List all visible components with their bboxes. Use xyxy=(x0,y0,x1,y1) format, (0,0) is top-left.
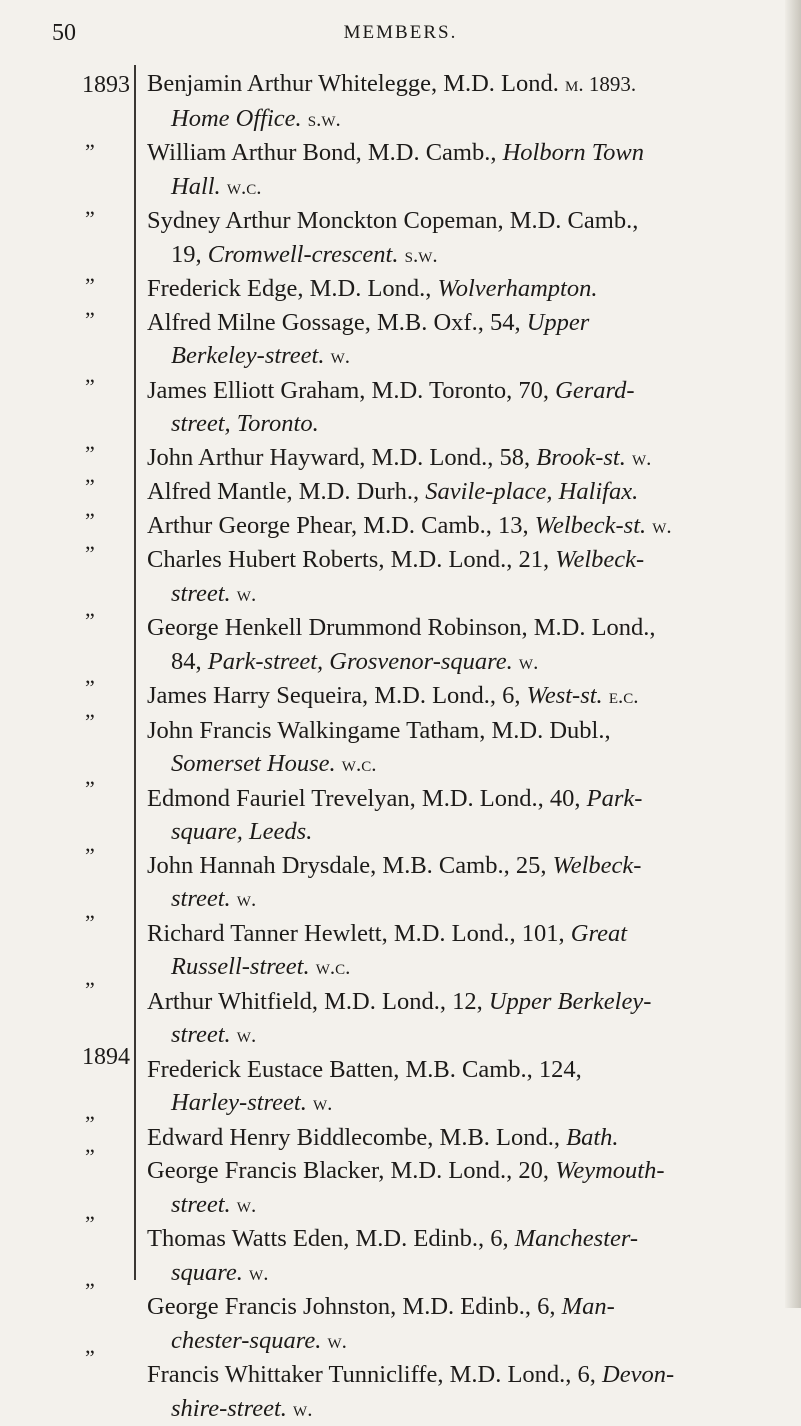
member-entry xyxy=(147,849,769,917)
member-entry xyxy=(147,1222,769,1290)
member-entry xyxy=(147,509,769,544)
member-name-line: James Harry Sequeira, M.D. Lond., 6, West-st. e.c. xyxy=(147,679,769,714)
member-entry xyxy=(147,782,769,849)
member-name-line: Sydney Arthur Monckton Copeman, M.D. Camb., xyxy=(147,204,769,238)
member-name-line: Edmond Fauriel Trevelyan, M.D. Lond., 40, Park- xyxy=(147,782,769,816)
member-name-line: George Francis Blacker, M.D. Lond., 20, Weymouth- xyxy=(147,1154,769,1188)
member-entry xyxy=(147,475,769,509)
member-address-line: street. w. xyxy=(147,882,769,917)
member-address-line: Home Office. s.w. xyxy=(147,102,769,137)
member-name-line: Richard Tanner Hewlett, M.D. Lond., 101, Great xyxy=(147,917,769,951)
member-entry xyxy=(147,204,769,272)
member-address-line: 84, Park-street, Grosvenor-square. w. xyxy=(147,645,769,680)
member-name-line: James Elliott Graham, M.D. Toronto, 70, Gerard- xyxy=(147,374,769,408)
member-entry xyxy=(147,136,769,204)
member-entry xyxy=(147,679,769,714)
member-entry xyxy=(147,1358,769,1426)
election-year: 1894 xyxy=(0,1044,130,1071)
member-name-line: Edward Henry Biddlecombe, M.B. Lond., Bath. xyxy=(147,1121,769,1155)
member-address-line: chester-square. w. xyxy=(147,1324,769,1359)
ditto-mark: ” xyxy=(0,508,130,534)
ditto-mark: ” xyxy=(0,675,130,701)
ditto-mark: ” xyxy=(0,709,130,735)
member-entry xyxy=(147,543,769,611)
member-entry xyxy=(147,985,769,1053)
ditto-mark: ” xyxy=(0,441,130,467)
ditto-mark: ” xyxy=(0,608,130,634)
ditto-mark: ” xyxy=(0,139,130,165)
member-address-line: street. w. xyxy=(147,1018,769,1053)
member-name-line: George Francis Johnston, M.D. Edinb., 6, Man- xyxy=(147,1290,769,1324)
ditto-mark: ” xyxy=(0,206,130,232)
ditto-mark: ” xyxy=(0,541,130,567)
member-name-line: William Arthur Bond, M.D. Camb., Holborn Town xyxy=(147,136,769,170)
member-entry xyxy=(147,714,769,782)
member-name-line: Frederick Edge, M.D. Lond., Wolverhampton. xyxy=(147,272,769,306)
ditto-mark: ” xyxy=(0,910,130,936)
member-entry xyxy=(147,1053,769,1121)
election-year: 1893 xyxy=(0,72,130,99)
page-number: 50 xyxy=(52,20,76,47)
member-entry xyxy=(147,611,769,679)
member-entry xyxy=(147,374,769,441)
member-name-line: John Hannah Drysdale, M.B. Camb., 25, Welbeck- xyxy=(147,849,769,883)
ditto-mark: ” xyxy=(0,474,130,500)
member-address-line: square, Leeds. xyxy=(147,815,769,849)
member-entry xyxy=(147,1290,769,1358)
member-address-line: 19, Cromwell-crescent. s.w. xyxy=(147,238,769,273)
member-name-line: Alfred Mantle, M.D. Durh., Savile-place, Halifax. xyxy=(147,475,769,509)
ditto-mark: ” xyxy=(0,977,130,1003)
member-address-line: square. w. xyxy=(147,1256,769,1291)
ditto-mark: ” xyxy=(0,843,130,869)
member-name-line: Benjamin Arthur Whitelegge, M.D. Lond. m. 1893. xyxy=(147,67,769,102)
member-address-line: Harley-street. w. xyxy=(147,1086,769,1121)
page-edge-shadow xyxy=(785,0,801,1308)
ditto-mark: ” xyxy=(0,1111,130,1137)
member-entry xyxy=(147,441,769,476)
member-address-line: street. w. xyxy=(147,577,769,612)
year-column-rule xyxy=(134,65,136,1280)
member-address-line: street, Toronto. xyxy=(147,407,769,441)
member-address-line: Berkeley-street. w. xyxy=(147,339,769,374)
ditto-mark: ” xyxy=(0,273,130,299)
member-list xyxy=(147,67,769,1426)
member-name-line: Arthur Whitfield, M.D. Lond., 12, Upper Berkeley- xyxy=(147,985,769,1019)
member-entry xyxy=(147,67,769,136)
member-name-line: Frederick Eustace Batten, M.B. Camb., 124, xyxy=(147,1053,769,1087)
member-entry xyxy=(147,1154,769,1222)
running-head: MEMBERS. xyxy=(0,22,801,44)
member-name-line: Arthur George Phear, M.D. Camb., 13, Welbeck-st. w. xyxy=(147,509,769,544)
member-name-line: Thomas Watts Eden, M.D. Edinb., 6, Manchester- xyxy=(147,1222,769,1256)
member-entry xyxy=(147,306,769,374)
member-address-line: Somerset House. w.c. xyxy=(147,747,769,782)
ditto-mark: ” xyxy=(0,374,130,400)
member-name-line: John Francis Walkingame Tatham, M.D. Dubl., xyxy=(147,714,769,748)
ditto-mark: ” xyxy=(0,1278,130,1304)
ditto-mark: ” xyxy=(0,776,130,802)
member-entry xyxy=(147,917,769,985)
ditto-mark: ” xyxy=(0,1345,130,1371)
ditto-mark: ” xyxy=(0,1144,130,1170)
member-address-line: street. w. xyxy=(147,1188,769,1223)
page-header xyxy=(0,20,801,50)
ditto-mark: ” xyxy=(0,307,130,333)
member-address-line: shire-street. w. xyxy=(147,1392,769,1426)
member-name-line: Alfred Milne Gossage, M.B. Oxf., 54, Upper xyxy=(147,306,769,340)
member-name-line: Francis Whittaker Tunnicliffe, M.D. Lond., 6, Devon- xyxy=(147,1358,769,1392)
member-address-line: Hall. w.c. xyxy=(147,170,769,205)
member-name-line: Charles Hubert Roberts, M.D. Lond., 21, Welbeck- xyxy=(147,543,769,577)
member-entry xyxy=(147,272,769,306)
ditto-mark: ” xyxy=(0,1211,130,1237)
member-address-line: Russell-street. w.c. xyxy=(147,950,769,985)
member-name-line: John Arthur Hayward, M.D. Lond., 58, Brook-st. w. xyxy=(147,441,769,476)
member-entry xyxy=(147,1121,769,1155)
member-name-line: George Henkell Drummond Robinson, M.D. Lond., xyxy=(147,611,769,645)
